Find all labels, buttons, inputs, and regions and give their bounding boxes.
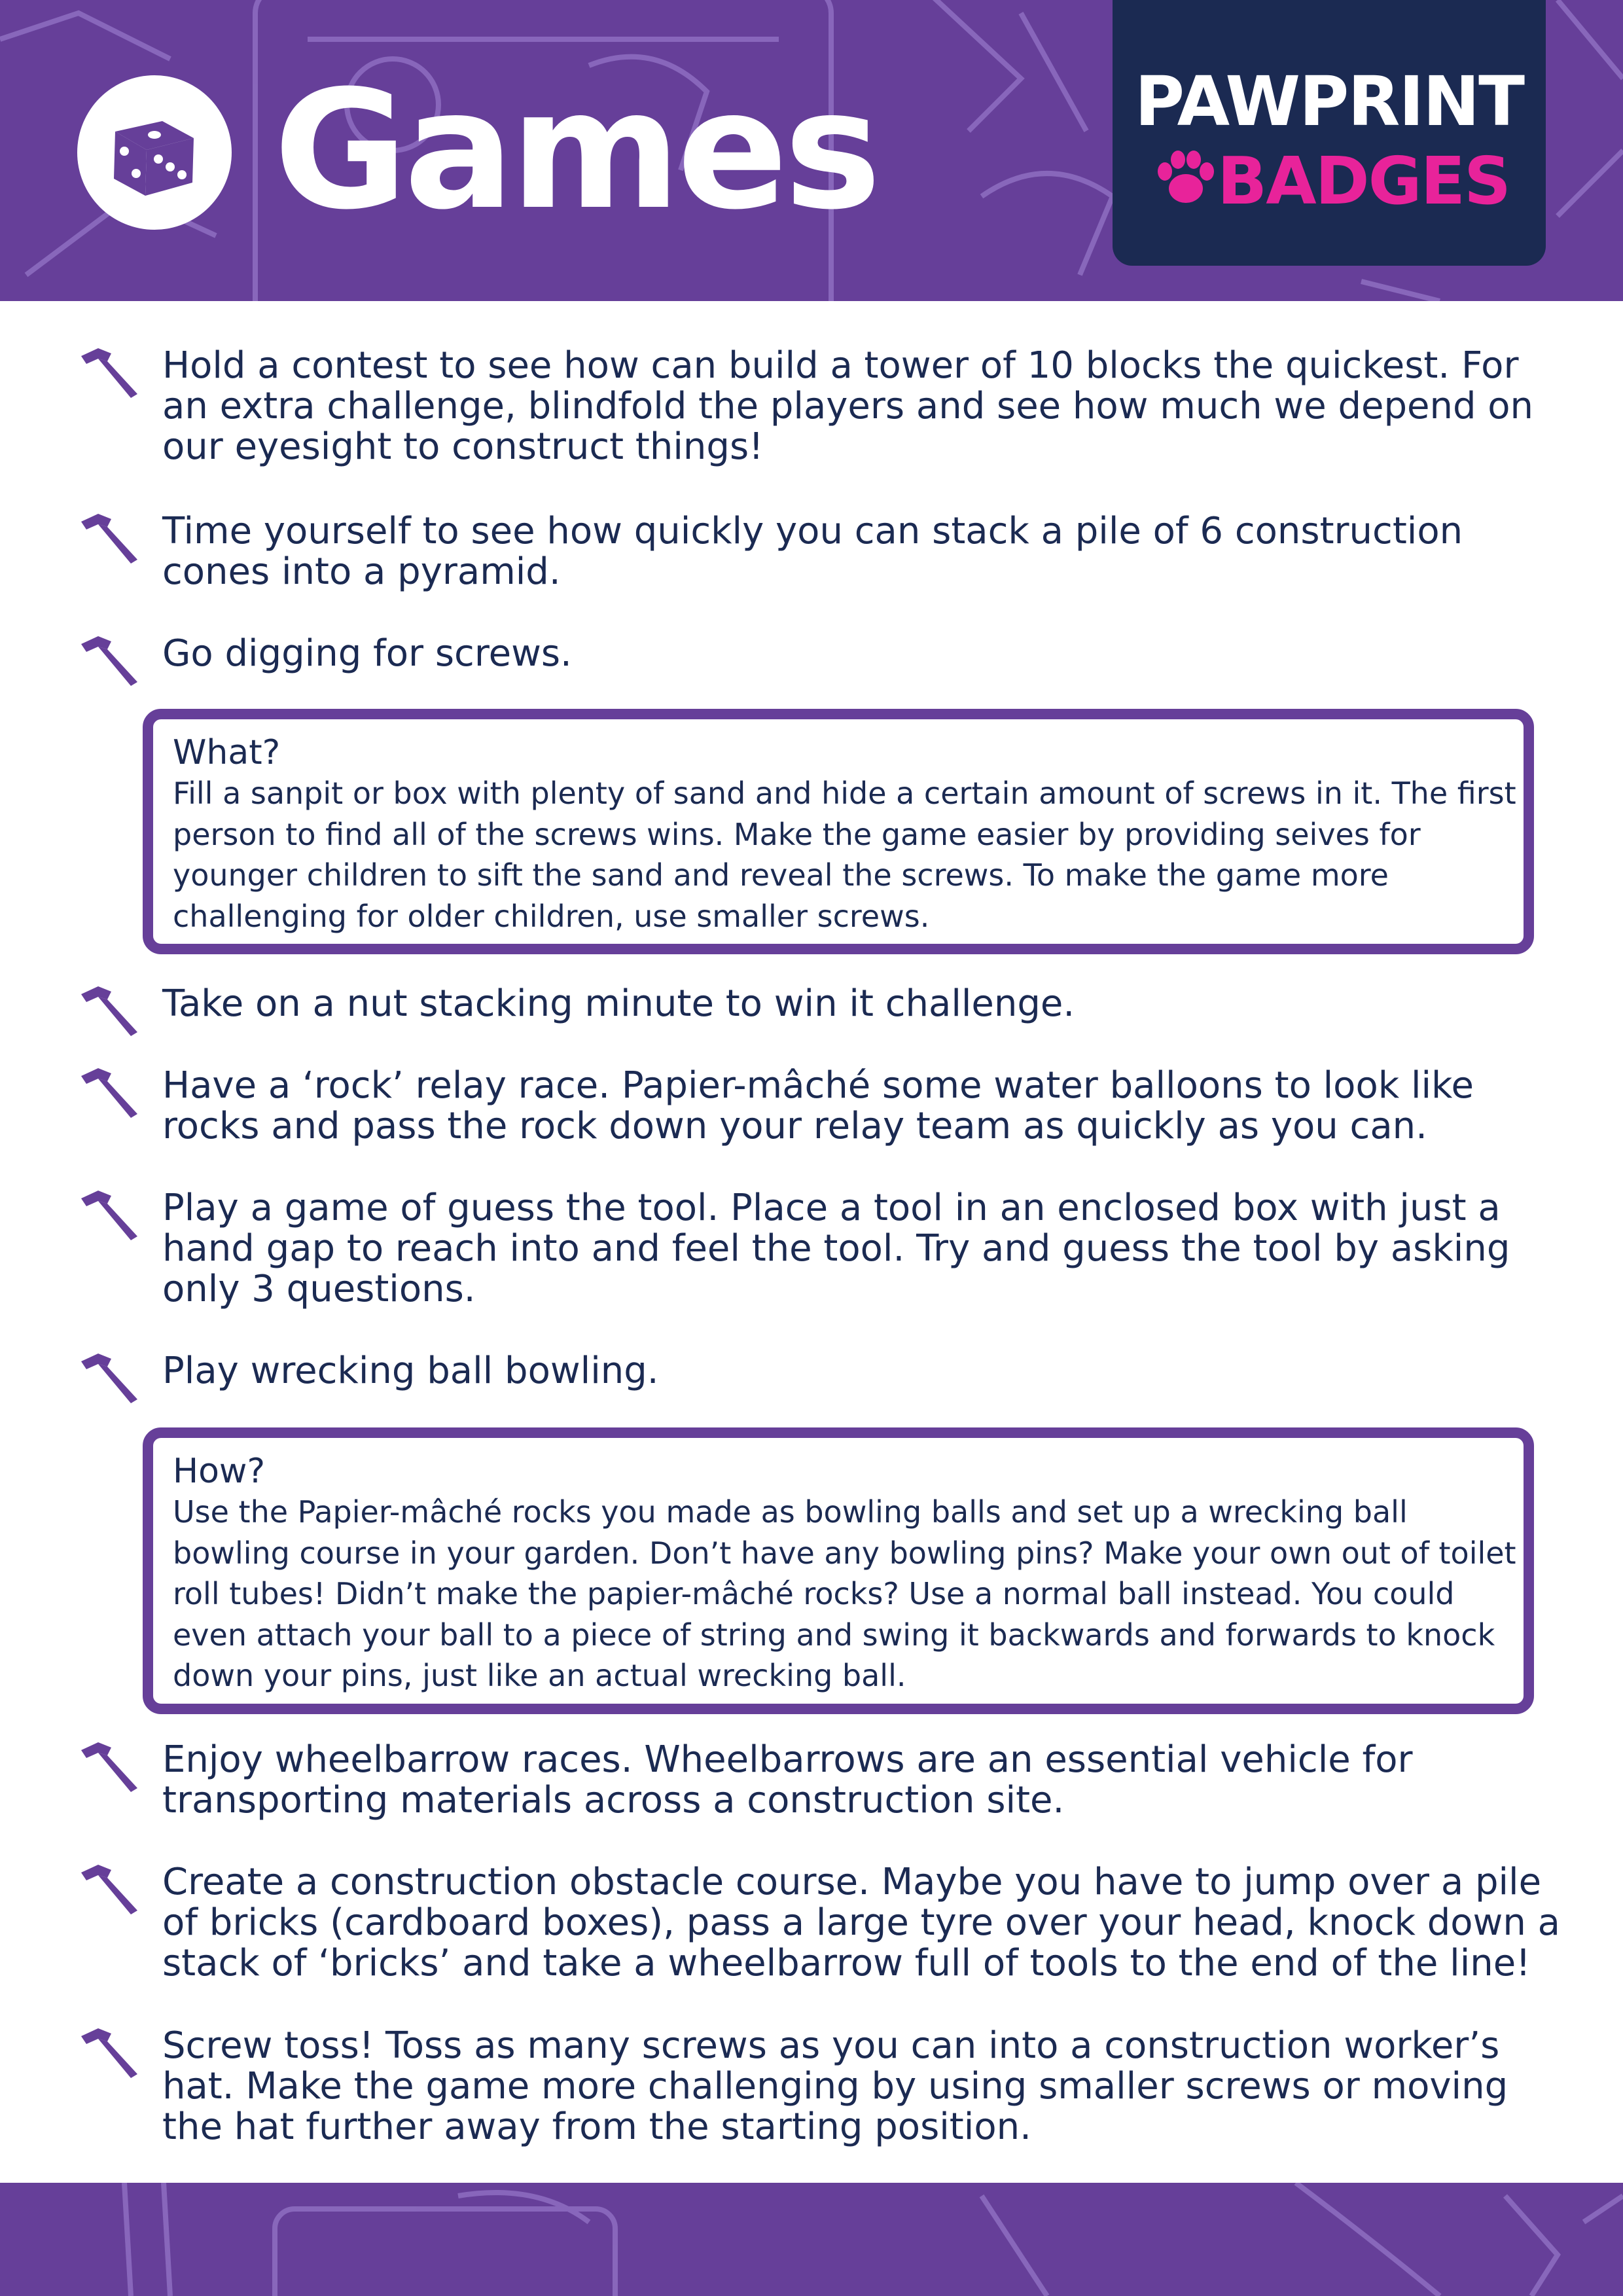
tools-pattern-background	[0, 2183, 1623, 2296]
item-text: Play a game of guess the tool. Place a tool in an enclosed box with just a hand gap to reach into and feel the tool. Try and guess the tool by asking only 3 questions.	[162, 1187, 1510, 1310]
item-text: Hold a contest to see how can build a tower of 10 blocks the quickest. For an extra challenge, blindfold the players and see how much we depend on our eyesight to construct things!	[162, 344, 1534, 468]
logo-line-1: PAWPRINT	[1134, 62, 1524, 141]
item-text: Time yourself to see how quickly you can stack a pile of 6 construction cones into a pyramid.	[162, 510, 1463, 593]
paw-icon	[1152, 145, 1217, 211]
hammer-icon	[79, 1067, 141, 1119]
hammer-icon	[79, 1189, 141, 1242]
hammer-icon	[79, 985, 141, 1037]
logo-line-2: BADGES	[1217, 143, 1510, 219]
hammer-icon	[79, 635, 141, 687]
item-text: Create a construction obstacle course. Maybe you have to jump over a pile of bricks (cardboard boxes), pass a large tyre over your head, knock down a stack of ‘bricks’ and take a wheelbarrow full of tools to the end of the line!	[162, 1861, 1560, 1984]
dice-icon	[77, 75, 232, 230]
hammer-icon	[79, 1352, 141, 1405]
item-text: Screw toss! Toss as many screws as you can into a construction worker’s hat. Make the game more challenging by using smaller screws or moving the hat further away from the starting position.	[162, 2024, 1508, 2148]
page-title: Games	[274, 55, 878, 245]
info-box-what	[143, 709, 1534, 954]
footer-band	[0, 2183, 1623, 2296]
header-band	[0, 0, 1623, 301]
hammer-icon	[79, 2027, 141, 2079]
brand-logo	[1113, 0, 1546, 266]
item-text: Have a ‘rock’ relay race. Papier-mâché some water balloons to look like rocks and pass the rock down your relay team as quickly as you can.	[162, 1064, 1474, 1147]
hammer-icon	[79, 1863, 141, 1916]
item-text: Go digging for screws.	[162, 632, 572, 675]
hammer-icon	[79, 1741, 141, 1793]
box-body: Fill a sanpit or box with plenty of sand and hide a certain amount of screws in it. The first person to find all of the screws wins. Make the game easier by providing seives for younger children to sift the sand and reveal the screws. To make the game more challenging for older children, use smaller screws.	[173, 776, 1516, 934]
hammer-icon	[79, 347, 141, 399]
dice-badge	[77, 75, 232, 230]
item-text: Take on a nut stacking minute to win it challenge.	[162, 982, 1075, 1025]
box-heading: What?	[173, 733, 281, 772]
hammer-icon	[79, 512, 141, 565]
box-heading: How?	[173, 1452, 266, 1491]
box-body: Use the Papier-mâché rocks you made as bowling balls and set up a wrecking ball bowling course in your garden. Don’t have any bowling pins? Make your own out of toilet roll tubes! Didn’t make the papier-mâché rocks? Use a normal ball instead. You could even attach your ball to a piece of string and swing it backwards and forwards to knock down your pins, just like an actual wrecking ball.	[173, 1494, 1516, 1693]
item-text: Play wrecking ball bowling.	[162, 1350, 659, 1392]
info-box-how	[143, 1427, 1534, 1714]
item-text: Enjoy wheelbarrow races. Wheelbarrows are an essential vehicle for transporting materials across a construction site.	[162, 1738, 1413, 1821]
